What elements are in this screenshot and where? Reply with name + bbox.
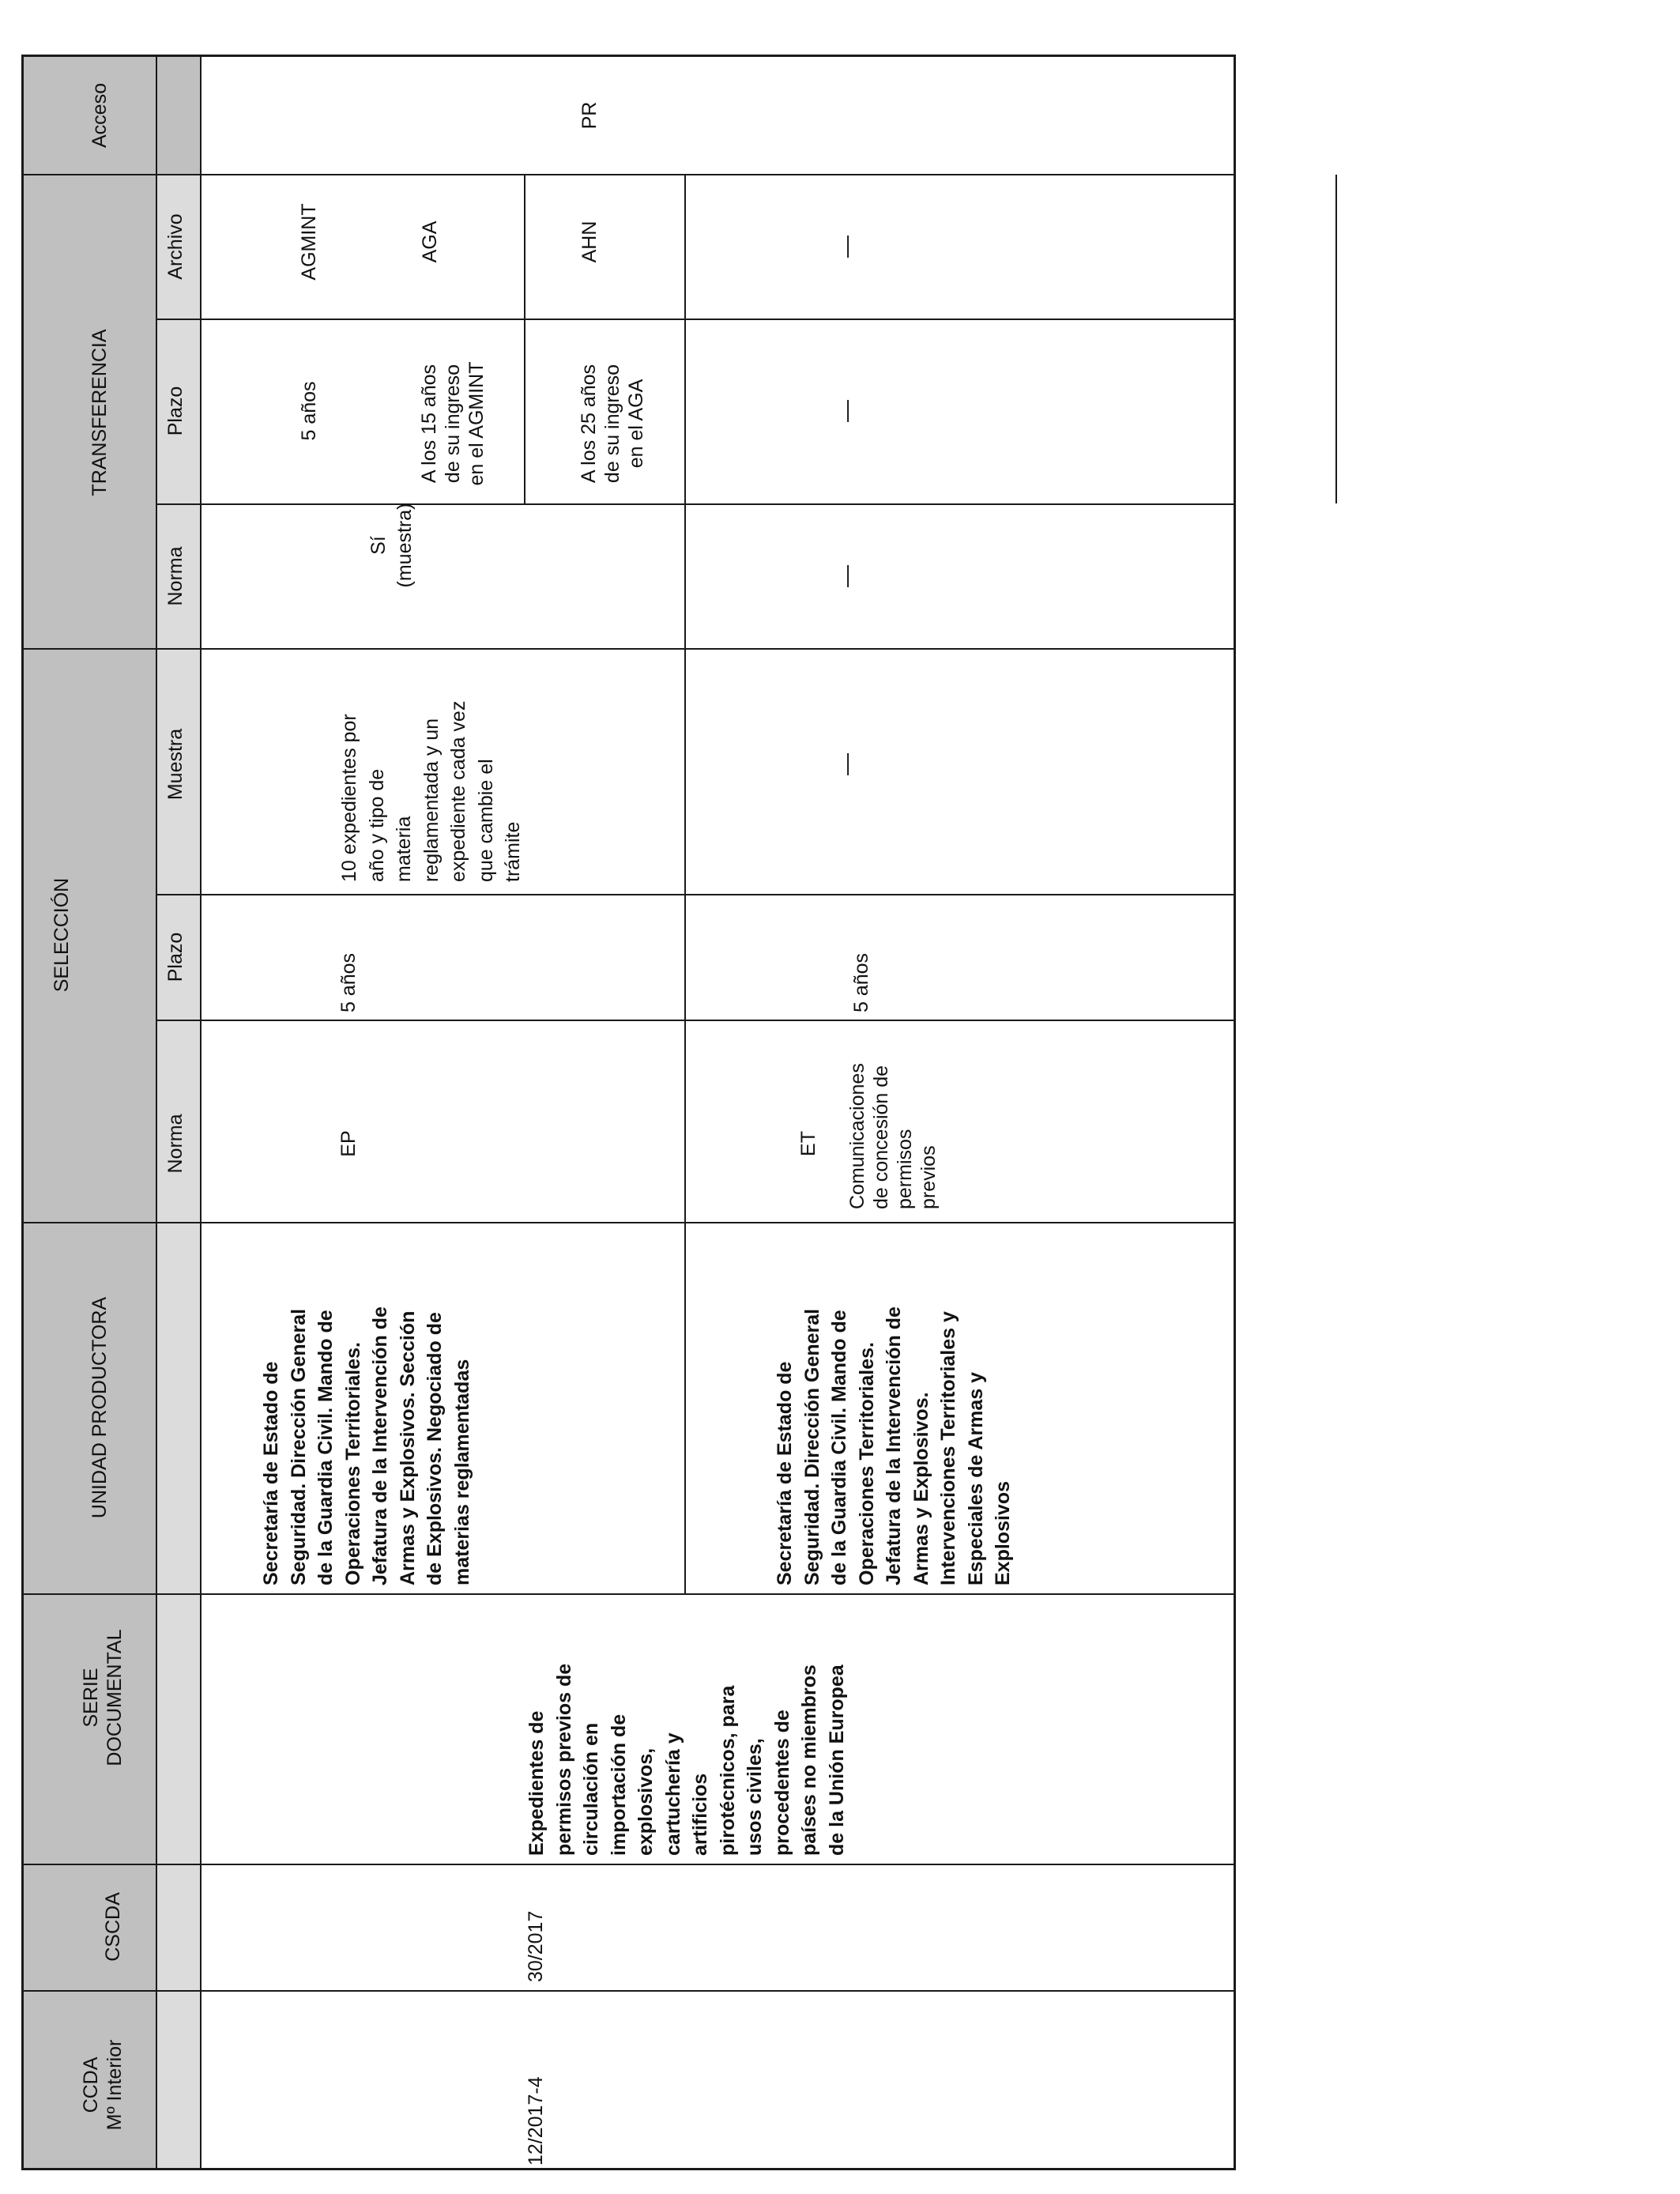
seleccion-header: SELECCIÓN bbox=[51, 877, 73, 993]
tr-norma-group1: Sí (muestra) bbox=[367, 503, 416, 588]
tr-norma-header: Norma bbox=[164, 546, 186, 606]
cscda-header: CSCDA bbox=[102, 1892, 124, 1962]
tr-plazo-group1-1: 5 años bbox=[298, 381, 320, 441]
sel-norma-group1: EP bbox=[337, 1130, 360, 1157]
tr-plazo-group2: — bbox=[834, 400, 858, 422]
tr-archivo-header: Archivo bbox=[164, 213, 186, 280]
cscda-value: 30/2017 bbox=[525, 1910, 547, 1982]
muestra-group1: 10 expedientes por año y tipo de materia reglamentada y un expediente cada vez que cambie el trámite bbox=[338, 700, 524, 882]
acceso-value: PR bbox=[578, 101, 601, 130]
sel-norma-header: Norma bbox=[164, 1114, 186, 1174]
sel-norma-group2: ET bbox=[797, 1131, 819, 1156]
tr-archivo-group1-3: AHN bbox=[578, 221, 601, 263]
unidad-header: UNIDAD PRODUCTORA bbox=[89, 1296, 111, 1519]
transferencia-header: TRANSFERENCIA bbox=[89, 329, 111, 496]
tr-archivo-group1-1: AGMINT bbox=[298, 203, 320, 281]
unidad-group1: Secretaría de Estado de Seguridad. Dirección General de la Guardia Civil. Mando de Operaciones Territoriales. Jefatura de la Intervención de Armas y Explosivos. Sección de Explosivos. Negociado de materias reglamentadas bbox=[260, 1306, 473, 1585]
sel-muestra-header: Muestra bbox=[164, 728, 186, 801]
tr-plazo-group1-3: A los 25 años de su ingreso en el AGA bbox=[578, 364, 647, 484]
acceso-header: Acceso bbox=[89, 83, 111, 148]
sel-plazo-group2: 5 años bbox=[850, 952, 872, 1012]
sel-plazo-group1: 5 años bbox=[337, 952, 360, 1012]
tr-archivo-group2: — bbox=[834, 236, 858, 258]
ccda-value: 12/2017-4 bbox=[525, 2076, 547, 2166]
tr-plazo-group1-2: A los 15 años de su ingreso en el AGMINT bbox=[418, 361, 488, 486]
muestra-group2: — bbox=[834, 753, 858, 775]
sel-norma-note-group2: Comunicaciones de concesión de permisos previos bbox=[846, 1063, 940, 1209]
sel-plazo-header: Plazo bbox=[164, 932, 186, 982]
tr-plazo-header: Plazo bbox=[164, 386, 186, 436]
serie-value: Expedientes de permisos previos de circulación en importación de explosivos, cartuchería y artificios pirotécnicos, para usos civiles, procedentes de países no miembros de la Unión Europea bbox=[525, 1663, 848, 1856]
serie-header: SERIE DOCUMENTAL bbox=[80, 1629, 126, 1766]
tr-archivo-group1-2: AGA bbox=[419, 221, 441, 263]
tr-norma-group2: — bbox=[834, 565, 858, 587]
ccda-header: CCDA Mº Interior bbox=[80, 2039, 126, 2131]
unidad-group2: Secretaría de Estado de Seguridad. Dirección General de la Guardia Civil. Mando de Operaciones Territoriales. Jefatura de la Intervención de Armas y Explosivos. Intervenciones Territoriales y Especiales de Armas y Explosivos bbox=[774, 1306, 1014, 1585]
